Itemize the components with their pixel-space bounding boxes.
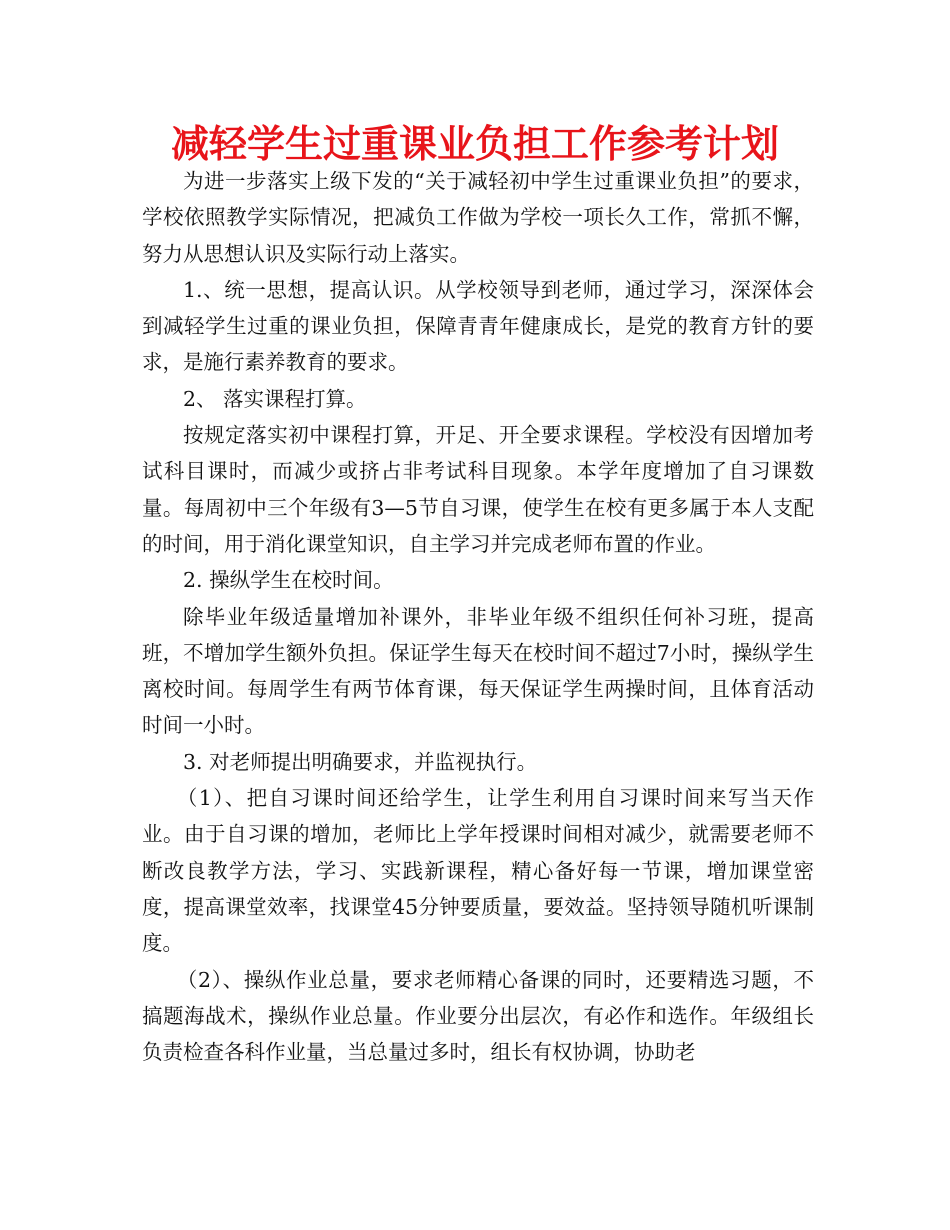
paragraph-school-time: 除毕业年级适量增加补课外，非毕业年级不组织任何补习班，提高班，不增加学生额外负担。保证学生每天在校时间不超过7小时，操纵学生离校时间。每周学生有两节体育课，每天保证学生两操时间，且体育活动时间一小时。 [142,604,814,738]
paragraph-heading-3: 3. 对老师提出明确要求，并监视执行。 [183,749,538,774]
document-title: 减轻学生过重课业负担工作参考计划 [170,122,779,166]
paragraph-item-1: 1.、统一思想，提高认识。从学校领导到老师，通过学习，深深体会到减轻学生过重的课业负担，保障青青年健康成长，是党的教育方针的要求，是施行素养教育的要求。 [142,277,814,375]
paragraph-heading-2: 2、 落实课程打算。 [183,386,367,411]
paragraph-intro: 为进一步落实上级下发的“关于减轻初中学生过重课业负担”的要求，学校依照教学实际情况，把减负工作做为学校一项长久工作，常抓不懈，努力从思想认识及实际行动上落实。 [142,169,814,266]
paragraph-curriculum: 按规定落实初中课程打算，开足、开全要求课程。学校没有因增加考试科目课时，而减少或挤占非考试科目现象。本学年度增加了自习课数量。每周初中三个年级有3—5节自习课，使学生在校有更多属于本人支配的时间，用于消化课堂知识，自主学习并完成老师布置的作业。 [142,423,814,556]
paragraph-sub-1: （1）、把自习课时间还给学生，让学生利用自习课时间来写当天作业。由于自习课的增加，老师比上学年授课时间相对减少，就需要老师不断改良教学方法，学习、实践新课程，精心备好每一节课，增加课堂密度，提高课堂效率，找课堂45分钟要质量，要效益。坚持领导随机听课制度。 [142,786,814,956]
document-body [142,163,814,1070]
paragraph-sub-2: （2）、操纵作业总量，要求老师精心备课的同时，还要精选习题，不搞题海战术，操纵作业总量。作业要分出层次，有必作和选作。年级组长负责检查各科作业量，当总量过多时，组长有权协调，协助老 [142,967,814,1065]
paragraph-heading-school-time: 2. 操纵学生在校时间。 [183,568,394,593]
